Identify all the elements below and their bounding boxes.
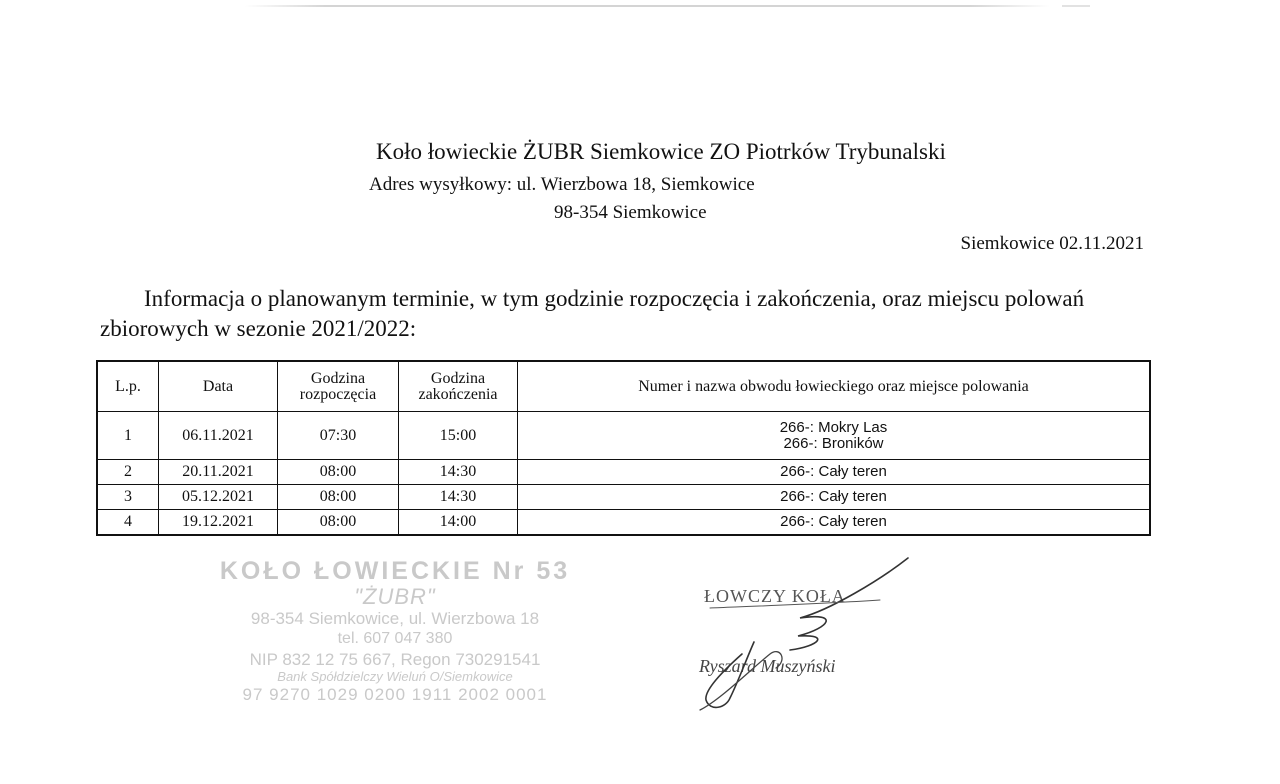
header-end-line2: zakończenia	[418, 385, 498, 403]
cell-end: 14:30	[399, 485, 518, 510]
table-header-row	[97, 361, 1150, 412]
cell-end: 14:30	[399, 460, 518, 485]
cell-date: 19.12.2021	[159, 510, 278, 536]
cell-date: 06.11.2021	[159, 412, 278, 460]
place-line1: 266-: Mokry Las	[779, 418, 888, 436]
header-place: Numer i nazwa obwodu łowieckiego oraz miejsce polowania	[518, 361, 1151, 412]
cell-lp: 1	[97, 412, 159, 460]
cell-date: 20.11.2021	[159, 460, 278, 485]
cell-lp: 4	[97, 510, 159, 536]
signature-name: Ryszard Muszyński	[699, 656, 836, 676]
cell-place: 266-: Cały teren	[518, 460, 1151, 485]
header-date: Data	[159, 361, 278, 412]
scan-artifact-line	[245, 5, 1050, 7]
hunt-schedule-table	[96, 360, 1151, 536]
organization-name: Koło łowieckie ŻUBR Siemkowice ZO Piotrków Trybunalski	[376, 139, 946, 164]
cell-lp: 3	[97, 485, 159, 510]
stamp-line7: 97 9270 1029 0200 1911 2002 0001	[242, 685, 548, 704]
cell-start: 08:00	[278, 460, 399, 485]
stamp-line2: "ŻUBR"	[354, 584, 436, 609]
header-lp: L.p.	[97, 361, 159, 412]
stamp-line6: Bank Spółdzielczy Wieluń O/Siemkowice	[277, 669, 513, 684]
stamp-line3: 98-354 Siemkowice, ul. Wierzbowa 18	[250, 609, 540, 628]
document-date: Siemkowice 02.11.2021	[960, 233, 1144, 254]
stamp-line4: tel. 607 047 380	[337, 630, 453, 647]
organization-stamp	[205, 556, 585, 705]
header-start-line1: Godzina	[310, 369, 366, 387]
handwritten-signature-icon	[680, 550, 920, 720]
intro-paragraph: Informacja o planowanym terminie, w tym godzinie rozpoczęcia i zakończenia, oraz miejscu polowań zbiorowych w sezonie 2021/2022:	[100, 286, 1085, 341]
header-end	[399, 361, 518, 412]
header-start-line2: rozpoczęcia	[299, 385, 377, 403]
mailing-address-line2: 98-354 Siemkowice	[554, 202, 707, 223]
table-row	[97, 460, 1150, 485]
cell-place: 266-: Cały teren	[518, 485, 1151, 510]
table-row	[97, 412, 1150, 460]
cell-place: 266-: Cały teren	[518, 510, 1151, 536]
cell-start: 07:30	[278, 412, 399, 460]
place-line2: 266-: Broników	[783, 434, 884, 452]
table-row	[97, 485, 1150, 510]
stamp-line1: KOŁO ŁOWIECKIE Nr 53	[219, 557, 571, 585]
cell-start: 08:00	[278, 485, 399, 510]
header-end-line1: Godzina	[430, 369, 486, 387]
cell-lp: 2	[97, 460, 159, 485]
header-start	[278, 361, 399, 412]
cell-end: 14:00	[399, 510, 518, 536]
mailing-address-line1: Adres wysyłkowy: ul. Wierzbowa 18, Siemkowice	[369, 174, 755, 195]
cell-date: 05.12.2021	[159, 485, 278, 510]
table-row	[97, 510, 1150, 536]
signature-title: ŁOWCZY KOŁA	[704, 586, 846, 606]
stamp-line5: NIP 832 12 75 667, Regon 730291541	[249, 650, 541, 669]
scan-artifact-line-short	[1062, 5, 1090, 7]
cell-start: 08:00	[278, 510, 399, 536]
cell-place	[518, 412, 1151, 460]
cell-end: 15:00	[399, 412, 518, 460]
